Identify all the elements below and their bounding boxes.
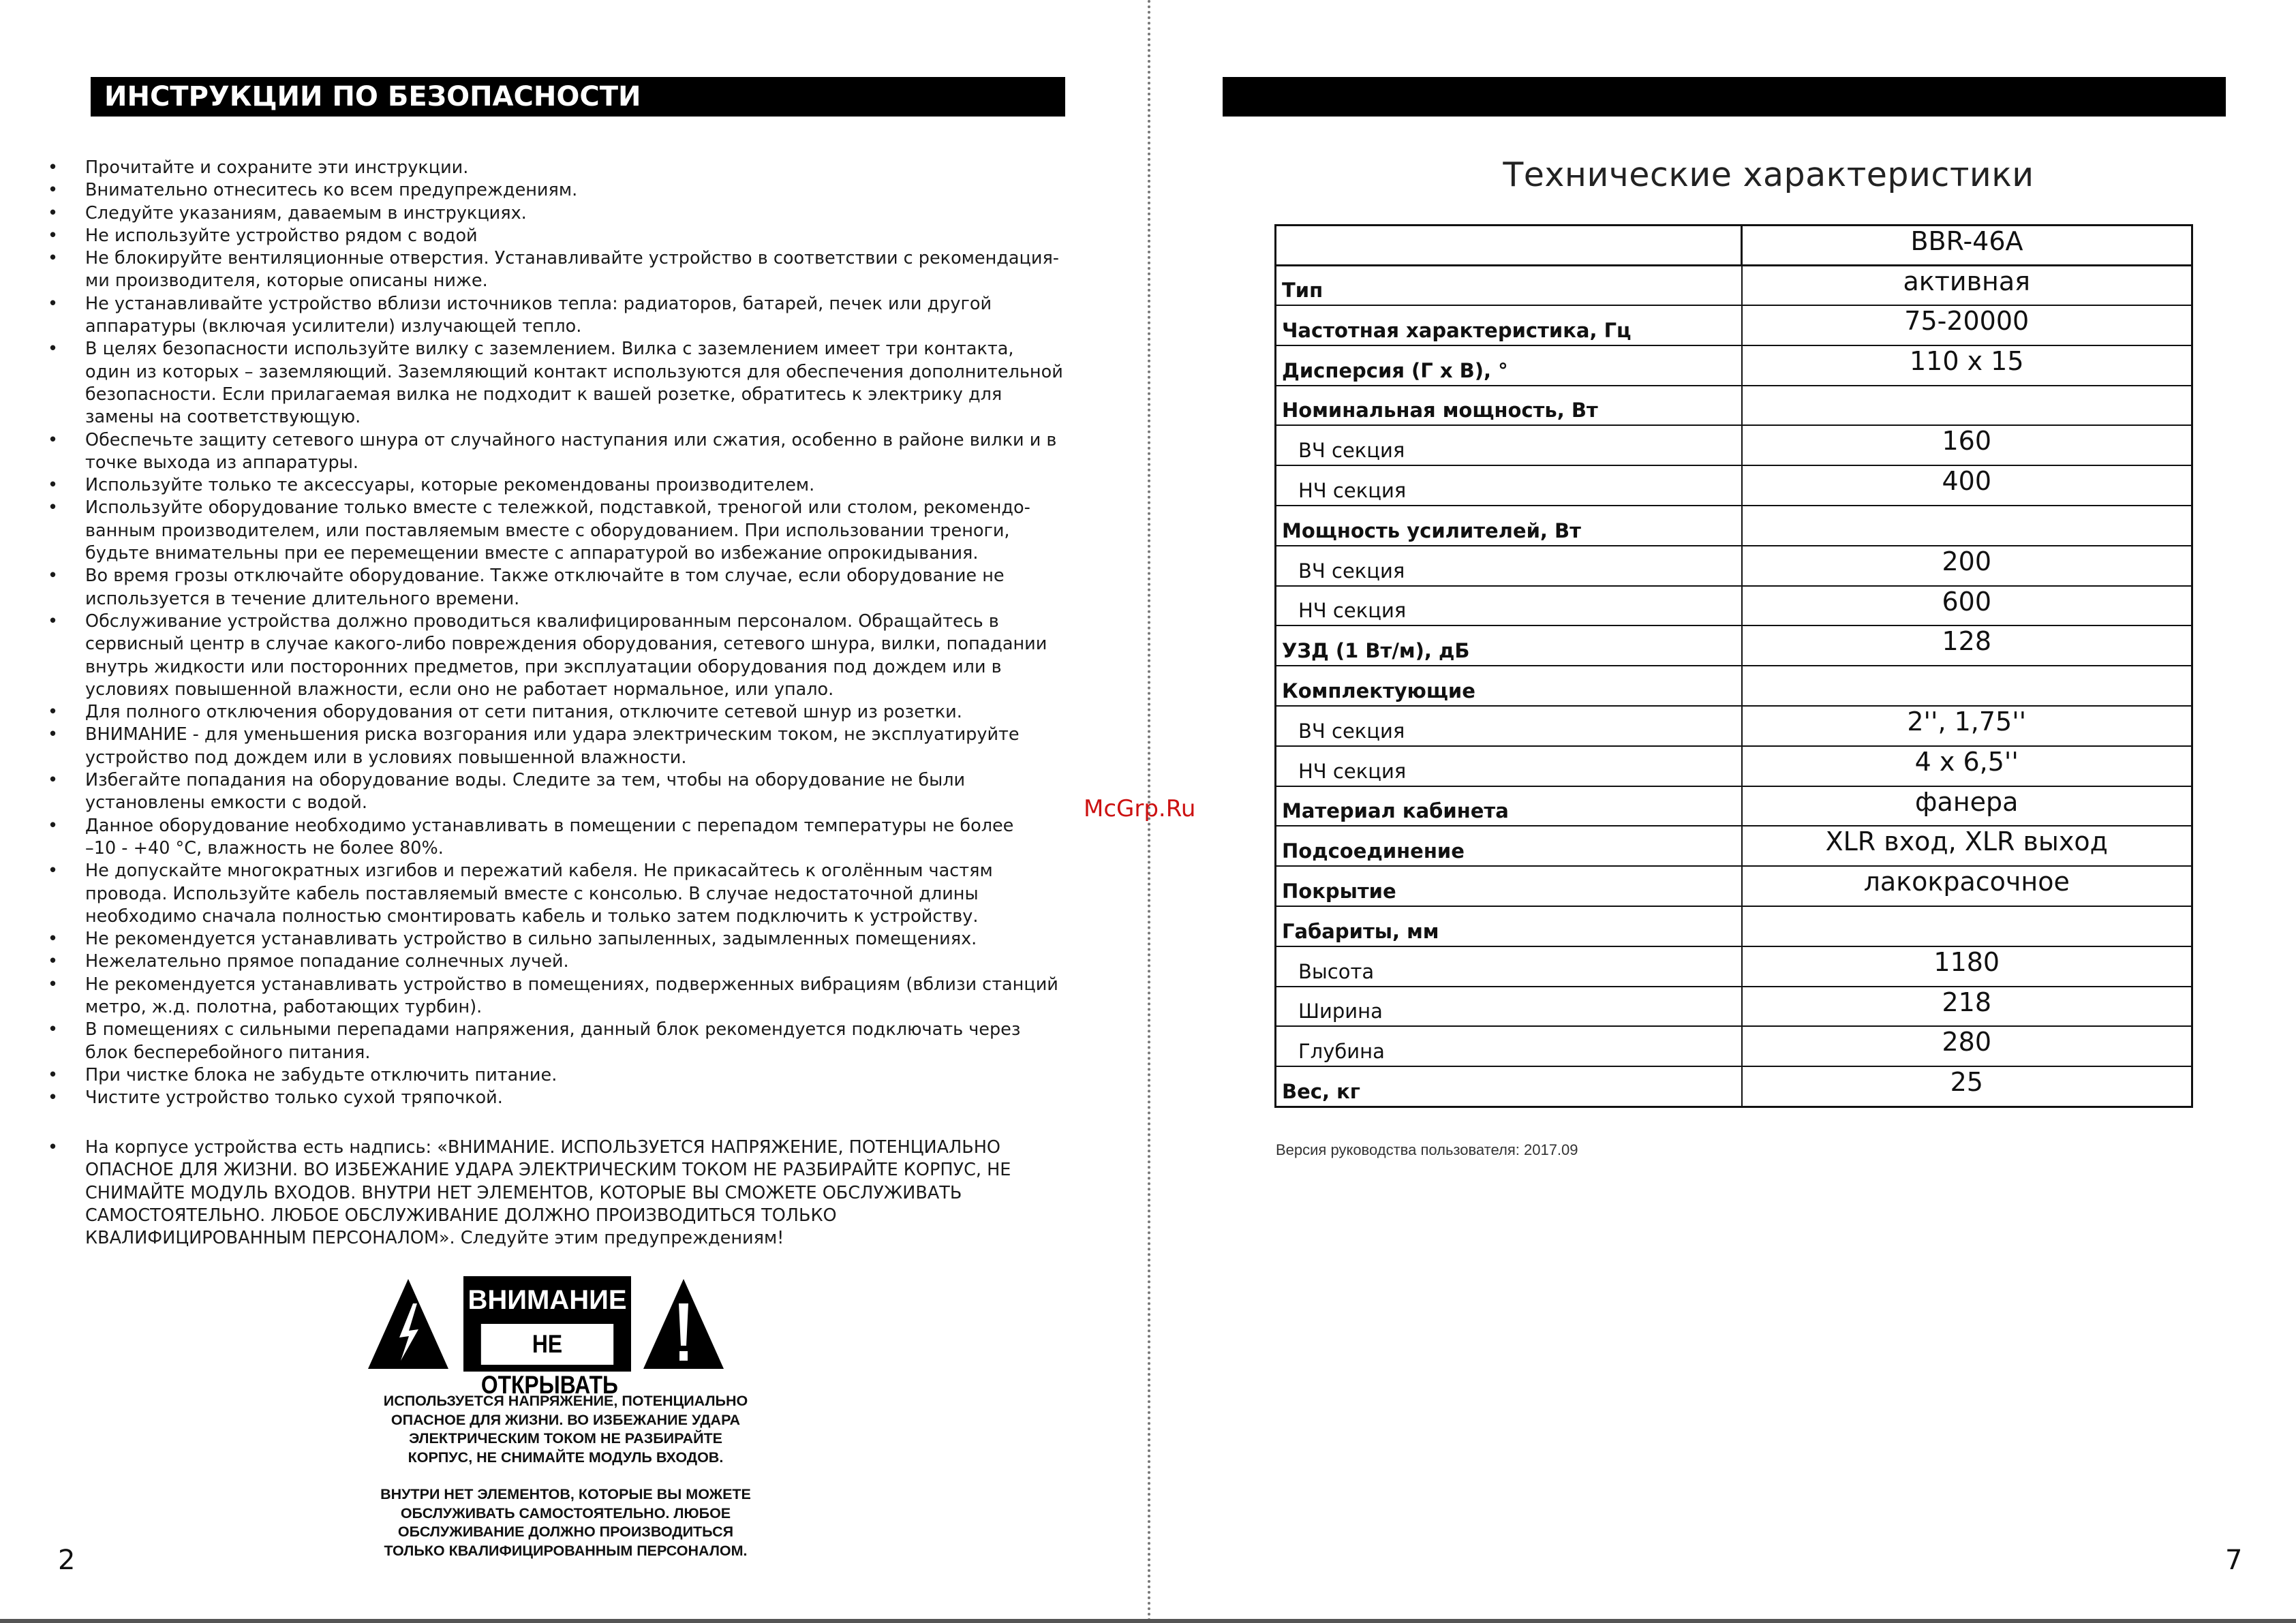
spec-row [1276, 465, 2192, 506]
spec-label: НЧ секция [1276, 586, 1742, 626]
lightning-warning-icon [365, 1276, 451, 1372]
spec-label: ВЧ секция [1276, 425, 1742, 465]
instruction-item [41, 157, 1104, 179]
instruction-item [41, 497, 1104, 565]
instruction-line: условиях повышенной влажности, если оно не работает нормальное, или упало. [85, 679, 834, 700]
spec-value: лакокрасочное [1742, 866, 2192, 906]
spec-value: 280 [1742, 1026, 2192, 1066]
instruction-item [41, 860, 1104, 928]
instruction-line: Не устанавливайте устройство вблизи источников тепла: радиаторов, батарей, печек или другой [85, 293, 992, 314]
instruction-line: Не блокируйте вентиляционные отверстия. Устанавливайте устройство в соответствии с рекомендация- [85, 248, 1059, 269]
instruction-line: Не допускайте многократных изгибов и пережатий кабеля. Не прикасайтесь к оголённым частям [85, 861, 993, 882]
spec-value: 4 x 6,5'' [1742, 746, 2192, 786]
instruction-line: устройство под дождем или в условиях повышенной влажности. [85, 747, 687, 768]
spec-row [1276, 265, 2192, 305]
warning-text-line: ОБСЛУЖИВАНИЕ ДОЛЖНО ПРОИЗВОДИТЬСЯ [397, 1524, 734, 1540]
warning-text-service [327, 1485, 804, 1560]
warning-sign [365, 1276, 726, 1399]
instruction-line: Данное оборудование необходимо устанавливать в помещении с перепадом температуры не более [85, 815, 1014, 836]
warning-text-line: ОПАСНОЕ ДЛЯ ЖИЗНИ. ВО ИЗБЕЖАНИЕ УДАРА [391, 1411, 741, 1428]
instruction-line: Используйте только те аксессуары, которые рекомендованы производителем. [85, 475, 815, 496]
notice-item [41, 1137, 1104, 1250]
caution-label-top: ВНИМАНИЕ [468, 1285, 627, 1315]
spec-value [1742, 506, 2192, 546]
spec-row [1276, 345, 2192, 386]
instruction-line: установлены емкости с водой. [85, 792, 367, 814]
spec-label: Глубина [1276, 1026, 1742, 1066]
spec-value: фанера [1742, 786, 2192, 826]
spec-value: 75-20000 [1742, 305, 2192, 345]
instruction-line: замены на соответствующую. [85, 407, 361, 428]
warning-text-line: ВНУТРИ НЕТ ЭЛЕМЕНТОВ, КОТОРЫЕ ВЫ МОЖЕТЕ [380, 1486, 751, 1502]
spec-value [1742, 906, 2192, 946]
specs-title: Технические характеристики [1503, 155, 2034, 194]
spec-value: 400 [1742, 465, 2192, 506]
instruction-line: В целях безопасности используйте вилку с заземлением. Вилка с заземлением имеет три контакта, [85, 339, 1014, 360]
spec-label: Мощность усилителей, Вт [1276, 506, 1742, 546]
instruction-line: Прочитайте и сохраните эти инструкции. [85, 157, 469, 178]
spec-label: ВЧ секция [1276, 546, 1742, 586]
instruction-item [41, 610, 1104, 701]
spec-label: Габариты, мм [1276, 906, 1742, 946]
instruction-item [41, 225, 1104, 247]
spec-value: 2'', 1,75'' [1742, 706, 2192, 746]
instruction-item [41, 179, 1104, 202]
specs-header-blank [1276, 226, 1742, 266]
model-name: BBR-46A [1742, 226, 2192, 266]
spec-row [1276, 946, 2192, 987]
spec-row [1276, 386, 2192, 426]
spec-label: Высота [1276, 946, 1742, 987]
instruction-item [41, 974, 1104, 1019]
instruction-item [41, 724, 1104, 769]
instruction-line: безопасности. Если прилагаемая вилка не подходит к вашей розетке, обратитесь к электрику для [85, 384, 1002, 405]
spec-row [1276, 546, 2192, 586]
instruction-line: Для полного отключения оборудования от сети питания, отключите сетевой шнур из розетки. [85, 702, 962, 723]
spec-value: 128 [1742, 625, 2192, 666]
instruction-item [41, 202, 1104, 225]
spec-value: 110 x 15 [1742, 345, 2192, 386]
spec-row [1276, 786, 2192, 826]
exclamation-warning-icon [641, 1276, 726, 1372]
spec-row [1276, 586, 2192, 626]
instruction-item [41, 474, 1104, 497]
instruction-line: необходимо сначала полностью смонтировать кабель и только затем подключить к устройству. [85, 906, 979, 927]
safety-header: ИНСТРУКЦИИ ПО БЕЗОПАСНОСТИ [91, 77, 1065, 117]
instruction-item [41, 338, 1104, 429]
spec-row [1276, 1026, 2192, 1066]
spec-value: 218 [1742, 987, 2192, 1027]
device-label-notice [41, 1137, 1104, 1250]
specs-header-bar [1223, 77, 2226, 117]
instruction-item [41, 293, 1104, 339]
spec-label: Тип [1276, 265, 1742, 305]
instruction-item [41, 701, 1104, 724]
instruction-item [41, 950, 1104, 973]
spec-value: 160 [1742, 425, 2192, 465]
instruction-line: Избегайте попадания на оборудование воды. Следите за тем, чтобы на оборудование не были [85, 770, 966, 791]
spec-value [1742, 666, 2192, 706]
instruction-line: точке выхода из аппаратуры. [85, 452, 358, 473]
spec-row [1276, 706, 2192, 746]
specs-table [1274, 224, 2193, 1108]
spec-row [1276, 506, 2192, 546]
specs-header-row [1276, 226, 2192, 266]
instruction-item [41, 247, 1104, 293]
instruction-line: Внимательно отнеситесь ко всем предупреждениям. [85, 180, 578, 201]
instruction-line: метро, ж.д. полотна, работающих турбин). [85, 996, 483, 1017]
instruction-line: Нежелательно прямое попадание солнечных лучей. [85, 951, 569, 972]
instruction-line: используется в течение длительного времени. [85, 588, 520, 609]
spec-row [1276, 666, 2192, 706]
spec-label: НЧ секция [1276, 746, 1742, 786]
notice-line: На корпусе устройства есть надпись: «ВНИМАНИЕ. ИСПОЛЬЗУЕТСЯ НАПРЯЖЕНИЕ, ПОТЕНЦИАЛЬНО [85, 1137, 1000, 1158]
instruction-line: Обеспечьте защиту сетевого шнура от случайного наступания или сжатия, особенно в районе вилки и в [85, 429, 1057, 450]
instruction-line: будьте внимательны при ее перемещении вместе с аппаратурой во избежание опрокидывания. [85, 543, 979, 564]
spec-label: Дисперсия (Г x В), ° [1276, 345, 1742, 386]
spec-label: НЧ секция [1276, 465, 1742, 506]
notice-line: СНИМАЙТЕ МОДУЛЬ ВХОДОВ. ВНУТРИ НЕТ ЭЛЕМЕНТОВ, КОТОРЫЕ ВЫ СМОЖЕТЕ ОБСЛУЖИВАТЬ [85, 1182, 962, 1203]
spec-row [1276, 1066, 2192, 1107]
instruction-line: Обслуживание устройства должно проводиться квалифицированным персоналом. Обращайтесь в [85, 610, 999, 632]
bottom-rule [0, 1619, 2296, 1623]
spec-value: 1180 [1742, 946, 2192, 987]
instruction-line: один из которых – заземляющий. Заземляющий контакт используются для обеспечения дополнительной [85, 361, 1063, 382]
instruction-line: В помещениях с сильными перепадами напряжения, данный блок рекомендуется подключать через [85, 1019, 1021, 1040]
instruction-item [41, 769, 1104, 815]
instruction-line: Чистите устройство только сухой тряпочкой. [85, 1087, 503, 1109]
notice-line: САМОСТОЯТЕЛЬНО. ЛЮБОЕ ОБСЛУЖИВАНИЕ ДОЛЖНО ПРОИЗВОДИТЬСЯ ТОЛЬКО [85, 1205, 837, 1226]
instruction-line: внутрь жидкости или посторонних предметов, при эксплуатации оборудования под дождем или в [85, 656, 1002, 677]
spec-row [1276, 826, 2192, 866]
warning-text-line: ЭЛЕКТРИЧЕСКИМ ТОКОМ НЕ РАЗБИРАЙТЕ [408, 1430, 723, 1447]
spec-label: УЗД (1 Вт/м), дБ [1276, 625, 1742, 666]
instruction-line: аппаратуры (включая усилители) излучающей тепло. [85, 316, 582, 337]
manual-version: Версия руководства пользователя: 2017.09 [1276, 1141, 1578, 1158]
instruction-line: Следуйте указаниям, даваемым в инструкциях. [85, 202, 527, 223]
warning-text-line: ИСПОЛЬЗУЕТСЯ НАПРЯЖЕНИЕ, ПОТЕНЦИАЛЬНО [383, 1393, 748, 1409]
spec-label: ВЧ секция [1276, 706, 1742, 746]
warning-text-line: ТОЛЬКО КВАЛИФИЦИРОВАННЫМ ПЕРСОНАЛОМ. [384, 1542, 748, 1559]
instruction-line: Во время грозы отключайте оборудование. Также отключайте в том случае, если оборудование не [85, 566, 1005, 587]
spec-label: Покрытие [1276, 866, 1742, 906]
spec-label: Материал кабинета [1276, 786, 1742, 826]
spec-label: Номинальная мощность, Вт [1276, 386, 1742, 426]
watermark: McGrp.Ru [1084, 795, 1196, 822]
spec-row [1276, 987, 2192, 1027]
spec-value: XLR вход, XLR выход [1742, 826, 2192, 866]
instruction-line: При чистке блока не забудьте отключить питание. [85, 1064, 557, 1085]
instruction-line: ванным производителем, или поставляемым вместе с оборудованием. При использовании треноги, [85, 520, 1010, 541]
caution-label-bottom: НЕ ОТКРЫВАТЬ [481, 1324, 613, 1365]
warning-text-line: КОРПУС, НЕ СНИМАЙТЕ МОДУЛЬ ВХОДОВ. [408, 1449, 724, 1466]
spec-row [1276, 425, 2192, 465]
spec-value [1742, 386, 2192, 426]
spec-label: Частотная характеристика, Гц [1276, 305, 1742, 345]
spec-label: Ширина [1276, 987, 1742, 1027]
warning-text-line: ОБСЛУЖИВАТЬ САМОСТОЯТЕЛЬНО. ЛЮБОЕ [400, 1504, 731, 1521]
spec-value: 25 [1742, 1066, 2192, 1107]
instruction-item [41, 565, 1104, 610]
instruction-line: Не используйте устройство рядом с водой [85, 225, 478, 246]
instruction-line: –10 - +40 °С, влажность не более 80%. [85, 837, 444, 859]
instruction-item [41, 1064, 1104, 1087]
page-number-right: 7 [2225, 1545, 2243, 1576]
safety-instructions-list [41, 157, 1104, 1109]
instruction-line: ВНИМАНИЕ - для уменьшения риска возгорания или удара электрическим током, не эксплуатируйте [85, 724, 1020, 745]
instruction-line: сервисный центр в случае какого-либо повреждения оборудования, сетевого шнура, вилки, попадании [85, 634, 1047, 655]
instruction-line: ми производителя, которые описаны ниже. [85, 270, 488, 292]
instruction-item [41, 928, 1104, 950]
page-number-left: 2 [58, 1545, 76, 1576]
instruction-line: блок бесперебойного питания. [85, 1042, 371, 1063]
spec-label: Комплектующие [1276, 666, 1742, 706]
instruction-line: Не рекомендуется устанавливать устройство в сильно запыленных, задымленных помещениях. [85, 929, 977, 950]
spec-value: 600 [1742, 586, 2192, 626]
spec-value: 200 [1742, 546, 2192, 586]
spec-row [1276, 906, 2192, 946]
spec-row [1276, 866, 2192, 906]
caution-label [463, 1276, 631, 1399]
spec-row [1276, 305, 2192, 345]
instruction-line: Не рекомендуется устанавливать устройство в помещениях, подверженных вибрациям (вблизи станций [85, 974, 1058, 995]
instruction-item [41, 815, 1104, 861]
spec-label: Подсоединение [1276, 826, 1742, 866]
instruction-item [41, 1019, 1104, 1064]
notice-line: ОПАСНОЕ ДЛЯ ЖИЗНИ. ВО ИЗБЕЖАНИЕ УДАРА ЭЛЕКТРИЧЕСКИМ ТОКОМ НЕ РАЗБИРАЙТЕ КОРПУС, НЕ [85, 1160, 1011, 1181]
spec-row [1276, 625, 2192, 666]
instruction-line: Используйте оборудование только вместе с тележкой, подставкой, треногой или столом, рекомендо- [85, 497, 1030, 519]
spec-value: активная [1742, 265, 2192, 305]
spec-row [1276, 746, 2192, 786]
instruction-item [41, 429, 1104, 475]
spec-label: Вес, кг [1276, 1066, 1742, 1107]
instruction-line: провода. Используйте кабель поставляемый вместе с консолью. В случае недостаточной длины [85, 883, 979, 904]
instruction-item [41, 1087, 1104, 1109]
notice-line: КВАЛИФИЦИРОВАННЫМ ПЕРСОНАЛОМ». Следуйте этим предупреждениям! [85, 1228, 784, 1249]
warning-text-voltage [327, 1392, 804, 1467]
